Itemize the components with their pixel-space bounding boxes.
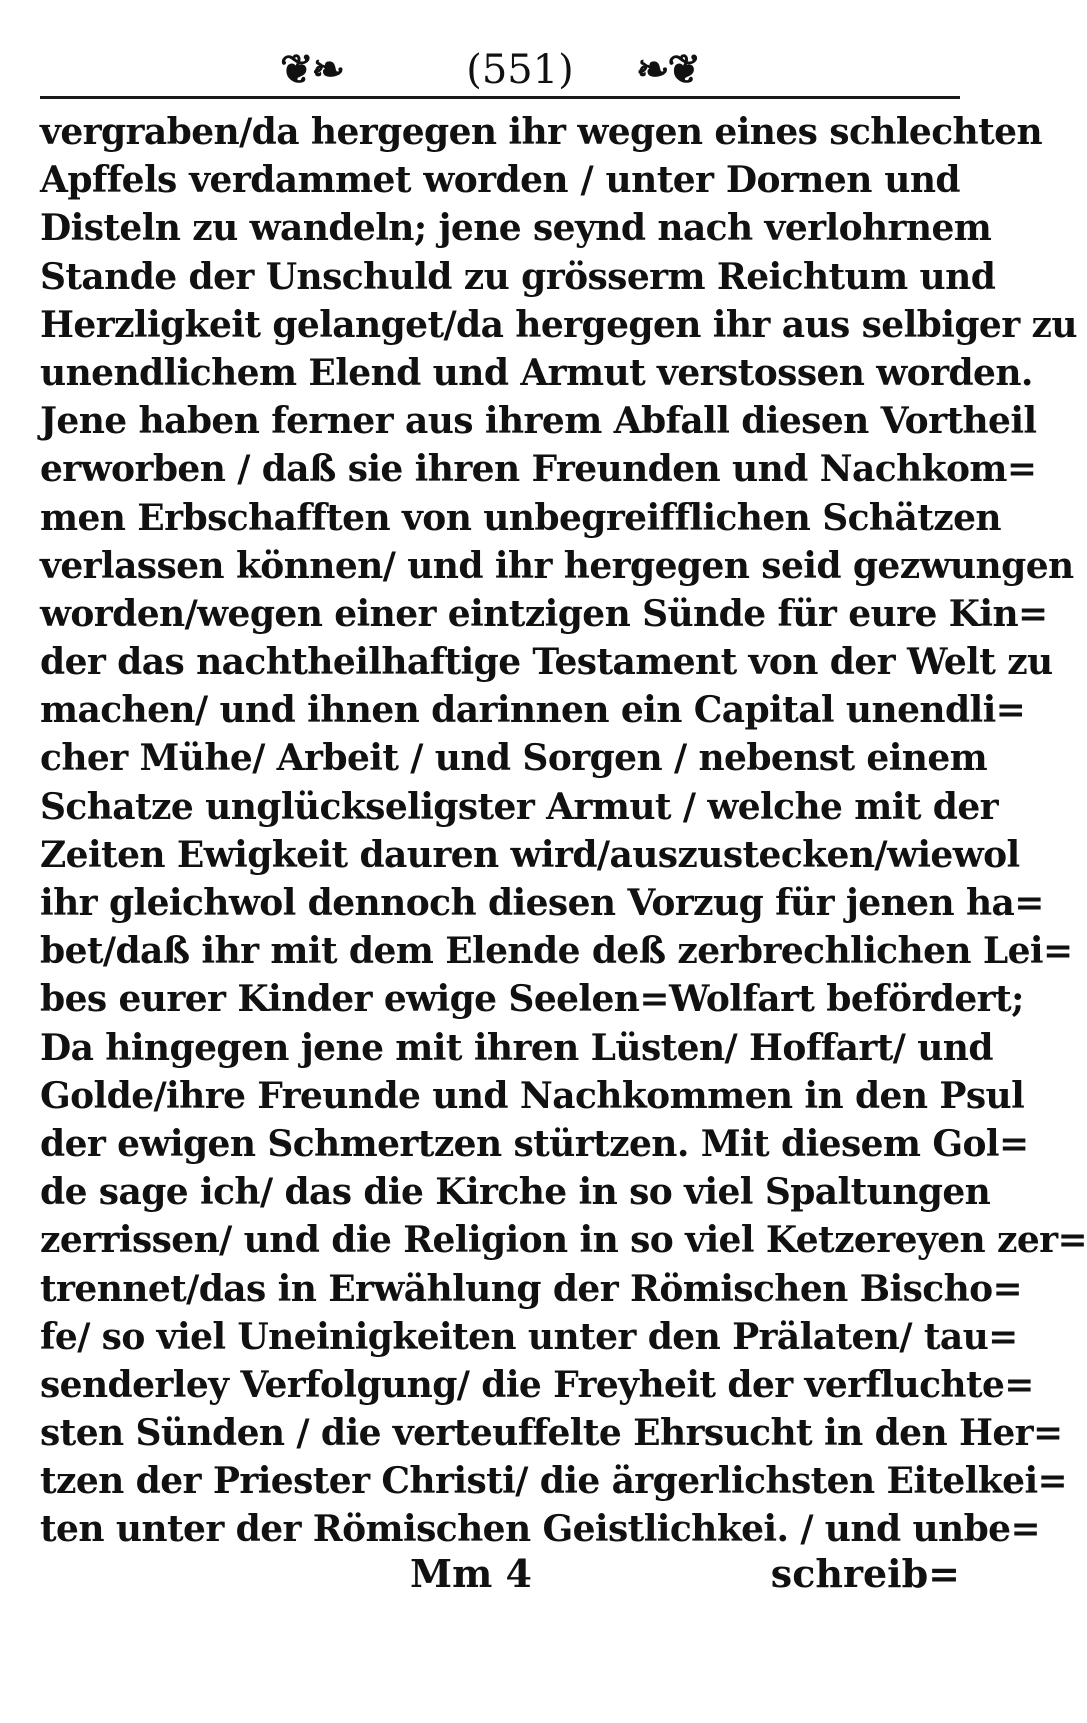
text-line: ihr gleichwol dennoch diesen Vorzug für jenen ha= bbox=[40, 882, 1044, 924]
running-head bbox=[40, 44, 960, 94]
text-line: worden/wegen einer eintzigen Sünde für eure Kin= bbox=[40, 592, 1048, 635]
catchword: schreib= bbox=[770, 1551, 960, 1596]
page-footer bbox=[40, 1548, 960, 1608]
text-line: zerrissen/ und die Religion in so viel Ketzereyen zer= bbox=[40, 1219, 1087, 1262]
text-line: de sage ich/ das die Kirche in so viel Spaltungen bbox=[40, 1171, 991, 1214]
page-number: (551) bbox=[466, 47, 574, 93]
text-line: cher Mühe/ Arbeit / und Sorgen / nebenst einem bbox=[40, 737, 988, 780]
text-line: sten Sünden / die verteuffelte Ehrsucht in den Her= bbox=[40, 1412, 1063, 1455]
text-line: trennet/das in Erwählung der Römischen Bischo= bbox=[40, 1267, 1023, 1310]
text-line: Golde/ihre Freunde und Nachkommen in den Psul bbox=[40, 1074, 1025, 1117]
text-line: Herzligkeit gelanget/da hergegen ihr aus selbiger zu bbox=[40, 303, 1077, 346]
text-line: Jene haben ferner aus ihrem Abfall diesen Vortheil bbox=[40, 400, 1037, 443]
text-line: verlassen können/ und ihr hergegen seid gezwungen bbox=[40, 544, 1074, 587]
text-line: der das nachtheilhaftige Testament von der Welt zu bbox=[40, 641, 1053, 684]
text-line: erworben / daß sie ihren Freunden und Nachkom= bbox=[40, 448, 1037, 491]
text-line: bet/daß ihr mit dem Elende deß zerbrechlichen Lei= bbox=[40, 930, 1073, 973]
text-line: bes eurer Kinder ewige Seelen=Wolfart befördert; bbox=[40, 978, 1024, 1021]
text-line: senderley Verfolgung/ die Freyheit der verfluchte= bbox=[40, 1363, 1034, 1406]
signature-mark: Mm 4 bbox=[410, 1551, 532, 1596]
text-line: unendlichem Elend und Armut verstossen worden. bbox=[40, 351, 1033, 394]
text-line: der ewigen Schmertzen stürtzen. Mit diesem Gol= bbox=[40, 1122, 1029, 1165]
text-line: tzen der Priester Christi/ die ärgerlichsten Eitelkei= bbox=[40, 1460, 1068, 1503]
text-line: Zeiten Ewigkeit dauren wird/auszustecken/wiewol bbox=[40, 833, 1020, 876]
text-line: vergraben/da hergegen ihr wegen eines schlechten bbox=[40, 111, 1043, 153]
text-line: men Erbschafften von unbegreifflichen Schätzen bbox=[40, 496, 1001, 539]
bottom-margin bbox=[0, 1640, 1024, 1723]
text-line: fe/ so viel Uneinigkeiten unter den Prälaten/ tau= bbox=[40, 1315, 1018, 1358]
text-line: Disteln zu wandeln; jene seynd nach verlohrnem bbox=[40, 207, 992, 250]
text-line: Apffels verdammet worden / unter Dornen und bbox=[40, 159, 960, 202]
text-line: Schatze unglückseligster Armut / welche mit der bbox=[40, 785, 999, 828]
text-line: ten unter der Römischen Geistlichkei. / und unbe= bbox=[40, 1508, 1041, 1551]
ornament-right-icon: ❧❦ bbox=[636, 46, 700, 93]
text-line: Stande der Unschuld zu grösserm Reichtum und bbox=[40, 255, 996, 298]
text-line: machen/ und ihnen darinnen ein Capital unendli= bbox=[40, 689, 1026, 732]
ornament-left-icon: ❦❧ bbox=[280, 46, 344, 93]
body-text bbox=[40, 108, 1087, 1554]
text-line: Da hingegen jene mit ihren Lüsten/ Hoffart/ und bbox=[40, 1026, 993, 1069]
header-rule bbox=[40, 96, 960, 99]
